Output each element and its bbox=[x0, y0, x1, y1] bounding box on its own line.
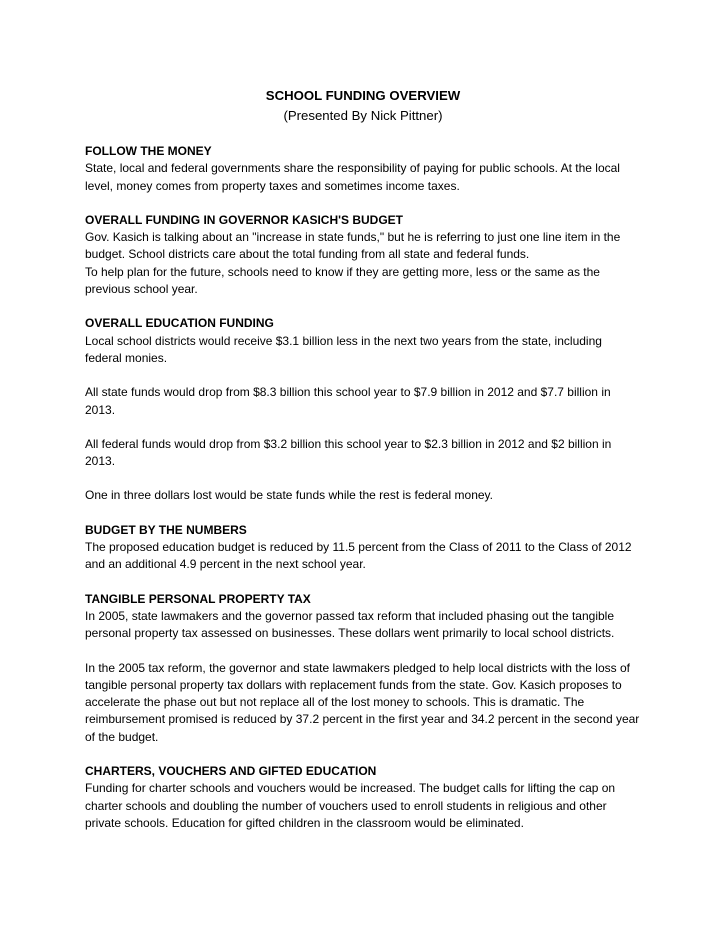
section-overall-education-funding bbox=[85, 315, 641, 504]
section-paragraph: Local school districts would receive $3.1 billion less in the next two years from the state, including federal monies. bbox=[85, 333, 602, 365]
section-paragraph: All state funds would drop from $8.3 billion this school year to $7.9 billion in 2012 and $7.7 billion in 2013. bbox=[85, 385, 611, 417]
section-heading: OVERALL EDUCATION FUNDING bbox=[85, 316, 274, 331]
section-heading: FOLLOW THE MONEY bbox=[85, 144, 212, 158]
section-charters-vouchers-gifted bbox=[85, 763, 641, 832]
section-heading: BUDGET BY THE NUMBERS bbox=[85, 522, 247, 537]
section-heading: TANGIBLE PERSONAL PROPERTY TAX bbox=[85, 591, 311, 606]
section-heading: CHARTERS, VOUCHERS AND GIFTED EDUCATION bbox=[85, 764, 377, 779]
section-overall-funding-kasich-budget bbox=[85, 212, 641, 298]
section-budget-by-the-numbers bbox=[85, 522, 641, 574]
document-title: SCHOOL FUNDING OVERVIEW bbox=[265, 88, 461, 103]
section-paragraph: All federal funds would drop from $3.2 billion this school year to $2.3 billion in 2012 and $2 billion in 2013. bbox=[85, 436, 612, 469]
section-paragraph: State, local and federal governments share the responsibility of paying for public schools. At the local level, money comes from property taxes and sometimes income taxes. bbox=[85, 161, 620, 193]
section-paragraph: To help plan for the future, schools need to know if they are getting more, less or the same as the previous school year. bbox=[85, 264, 600, 297]
document-page bbox=[85, 86, 641, 849]
section-paragraph: In the 2005 tax reform, the governor and state lawmakers pledged to help local districts with the loss of tangible personal property tax dollars with replacement funds from the state. Gov. Kasich proposes to accelerate the phase out but not replace all of the lost money to schools. This is dramatic. The reimbursement promised is reduced by 37.2 percent in the first year and 34.2 percent in the second year of the budget. bbox=[85, 660, 640, 744]
section-paragraph: Funding for charter schools and vouchers would be increased. The budget calls for lifting the cap on charter schools and doubling the number of vouchers used to enroll students in religious and other private schools. Education for gifted children in the classroom would be eliminated. bbox=[85, 781, 616, 830]
section-tangible-personal-property-tax bbox=[85, 591, 641, 746]
section-paragraph: The proposed education budget is reduced by 11.5 percent from the Class of 2011 to the Class of 2012 and an additional 4.9 percent in the next school year. bbox=[85, 540, 632, 572]
section-paragraph: In 2005, state lawmakers and the governor passed tax reform that included phasing out the tangible personal property tax assessed on businesses. These dollars went primarily to local school districts. bbox=[85, 608, 615, 641]
section-paragraph: One in three dollars lost would be state funds while the rest is federal money. bbox=[85, 488, 493, 503]
section-follow-the-money bbox=[85, 143, 641, 195]
section-heading: OVERALL FUNDING IN GOVERNOR KASICH'S BUDGET bbox=[85, 212, 403, 227]
section-paragraph: Gov. Kasich is talking about an "increase in state funds," but he is referring to just one line item in the budget. School districts care about the total funding from all state and federal funds. bbox=[85, 230, 621, 262]
document-subtitle: (Presented By Nick Pittner) bbox=[283, 108, 443, 123]
